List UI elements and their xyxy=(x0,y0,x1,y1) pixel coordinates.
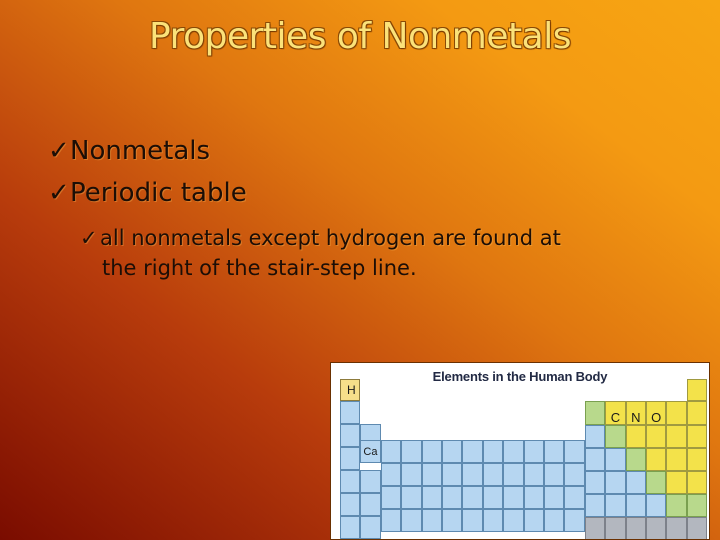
element-cell xyxy=(544,440,564,463)
element-cell xyxy=(524,509,544,532)
figure-title: Elements in the Human Body xyxy=(432,369,608,384)
element-cell xyxy=(401,440,421,463)
sub-bullet-line-1: all nonmetals except hydrogen are found at xyxy=(100,226,561,250)
bullet-text: Periodic table xyxy=(70,178,247,208)
element-cell xyxy=(340,424,360,447)
element-cell xyxy=(626,517,646,540)
element-cell xyxy=(564,440,584,463)
element-cell xyxy=(564,509,584,532)
element-cell xyxy=(646,448,666,471)
checkmark-bullet-icon: ✓ xyxy=(48,136,70,166)
element-cell xyxy=(462,463,482,486)
element-cell xyxy=(605,448,625,471)
element-cell xyxy=(381,440,401,463)
element-cell xyxy=(605,425,625,448)
element-cell xyxy=(503,463,523,486)
element-cell xyxy=(585,401,605,425)
element-cell xyxy=(422,509,442,532)
element-cell xyxy=(503,440,523,463)
element-cell xyxy=(687,517,707,540)
element-cell xyxy=(360,493,380,516)
element-cell xyxy=(381,509,401,532)
element-cell xyxy=(666,425,686,448)
checkmark-bullet-icon: ✓ xyxy=(80,226,98,250)
element-cell xyxy=(585,471,605,494)
bullet-text: Nonmetals xyxy=(70,136,211,166)
element-cell xyxy=(666,401,686,425)
element-cell-o: O xyxy=(646,401,666,425)
element-cell xyxy=(646,471,666,494)
element-cell xyxy=(605,517,625,540)
element-cell xyxy=(605,471,625,494)
bullet-periodic-table xyxy=(48,176,247,210)
element-cell xyxy=(340,447,360,470)
element-cell xyxy=(687,401,707,425)
element-cell xyxy=(442,486,462,509)
element-cell xyxy=(564,463,584,486)
element-cell xyxy=(401,486,421,509)
element-cell xyxy=(666,517,686,540)
element-cell xyxy=(544,486,564,509)
element-cell-h: H xyxy=(340,379,360,401)
element-cell xyxy=(544,463,564,486)
element-cell xyxy=(605,494,625,517)
element-cell xyxy=(687,448,707,471)
element-cell xyxy=(483,463,503,486)
element-cell xyxy=(381,463,401,486)
element-cell xyxy=(687,471,707,494)
element-cell xyxy=(401,509,421,532)
element-cell xyxy=(442,463,462,486)
bullet-nonmetals xyxy=(48,134,210,168)
element-cell xyxy=(401,463,421,486)
element-cell xyxy=(503,509,523,532)
element-cell xyxy=(442,440,462,463)
element-cell-n: N xyxy=(626,401,646,425)
element-cell xyxy=(585,448,605,471)
element-cell xyxy=(544,509,564,532)
element-cell xyxy=(340,401,360,424)
element-cell xyxy=(340,493,360,516)
element-cell xyxy=(646,517,666,540)
element-cell xyxy=(564,486,584,509)
element-cell xyxy=(524,440,544,463)
element-cell xyxy=(422,463,442,486)
element-cell xyxy=(585,425,605,448)
element-cell xyxy=(422,486,442,509)
element-cell xyxy=(524,486,544,509)
element-cell-c: C xyxy=(605,401,625,425)
checkmark-bullet-icon: ✓ xyxy=(48,178,70,208)
element-cell xyxy=(381,486,401,509)
element-cell xyxy=(626,448,646,471)
element-cell xyxy=(360,516,380,539)
element-cell xyxy=(340,516,360,539)
element-cell xyxy=(585,517,605,540)
element-cell xyxy=(462,509,482,532)
element-cell xyxy=(646,494,666,517)
element-cell xyxy=(626,425,646,448)
slide-title: Properties of Nonmetals xyxy=(149,16,571,57)
element-cell xyxy=(422,440,442,463)
sub-bullet xyxy=(80,224,561,252)
element-cell xyxy=(666,471,686,494)
element-cell-ca: Ca xyxy=(360,440,380,463)
element-cell xyxy=(524,463,544,486)
element-cell xyxy=(360,470,380,493)
element-cell xyxy=(666,448,686,471)
element-cell xyxy=(626,471,646,494)
element-cell xyxy=(462,486,482,509)
element-cell xyxy=(340,470,360,493)
element-cell xyxy=(483,509,503,532)
element-cell xyxy=(687,494,707,517)
element-cell xyxy=(442,509,462,532)
element-cell xyxy=(687,379,707,401)
element-cell xyxy=(646,425,666,448)
element-cell xyxy=(462,440,482,463)
element-cell xyxy=(483,486,503,509)
sub-bullet-line-2: the right of the stair-step line. xyxy=(102,256,417,280)
element-cell xyxy=(626,494,646,517)
periodic-table-figure xyxy=(330,362,710,540)
element-cell xyxy=(687,425,707,448)
element-cell xyxy=(666,494,686,517)
element-cell xyxy=(483,440,503,463)
element-cell xyxy=(503,486,523,509)
element-cell xyxy=(585,494,605,517)
